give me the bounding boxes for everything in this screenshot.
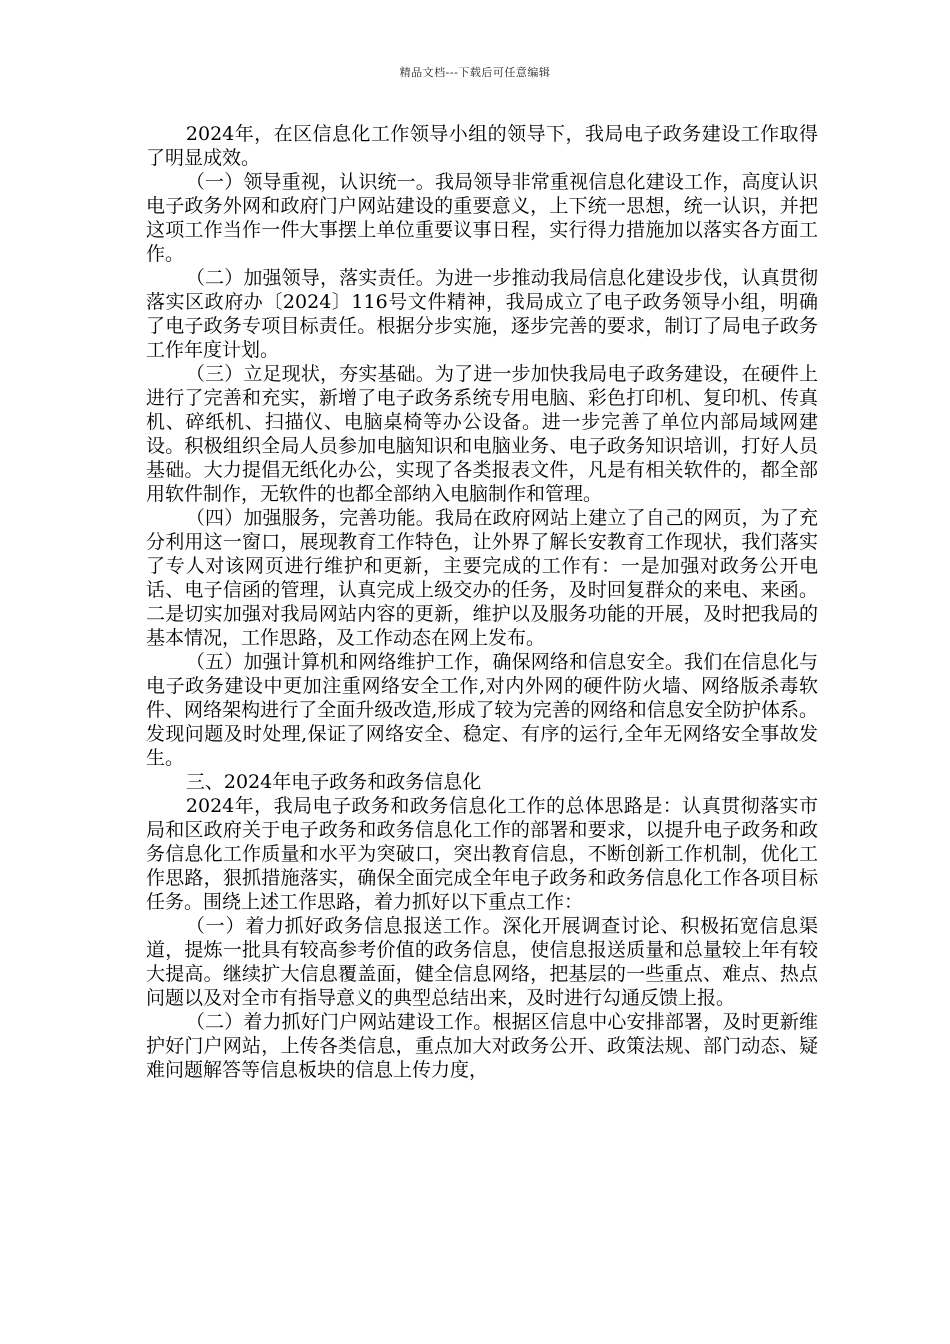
- paragraph-plan-intro: 2024年，我局电子政务和政务信息化工作的总体思路是：认真贯彻落实市局和区政府关于电子政务和政务信息化工作的部署和要求，以提升电子政务和政务信息化工作质量和水平为突破口，突出教育信息，不断创新工作机制，优化工作思路，狠抓措施落实，确保全面完成全年电子政务和政务信息化工作各项目标任务。围绕上述工作思路，着力抓好以下重点工作：: [146, 795, 818, 913]
- paragraph-plan-item-2: （二）着力抓好门户网站建设工作。根据区信息中心安排部署，及时更新维护好门户网站，上传各类信息，重点加大对政务公开、政策法规、部门动态、疑难问题解答等信息板块的信息上传力度，: [146, 1011, 818, 1081]
- section-heading: 三、2024年电子政务和政务信息化: [185, 771, 482, 793]
- paragraph-item-3: （三）立足现状，夯实基础。为了进一步加快我局电子政务建设，在硬件上进行了完善和充实，新增了电子政务系统专用电脑、彩色打印机、复印机、传真机、碎纸机、扫描仪、电脑桌椅等办公设备。进一步完善了单位内部局域网建设。积极组织全局人员参加电脑知识和电脑业务、电子政务知识培训，打好人员基础。大力提倡无纸化办公，实现了各类报表文件，凡是有相关软件的，都全部用软件制作，无软件的也都全部纳入电脑制作和管理。: [146, 363, 818, 505]
- paragraph-item-4: （四）加强服务，完善功能。我局在政府网站上建立了自己的网页，为了充分利用这一窗口，展现教育工作特色，让外界了解长安教育工作现状，我们落实了专人对该网页进行维护和更新，主要完成的工作有：一是加强对政务公开电话、电子信函的管理，认真完成上级交办的任务，及时回复群众的来电、来函。二是切实加强对我局网站内容的更新，维护以及服务功能的开展，及时把我局的基本情况，工作思路，及工作动态在网上发布。: [146, 507, 818, 649]
- document-body: [146, 122, 818, 1082]
- page-header: 精品文档---下载后可任意编辑: [399, 66, 551, 79]
- paragraph-intro: 2024年，在区信息化工作领导小组的领导下，我局电子政务建设工作取得了明显成效。: [146, 123, 818, 169]
- paragraph-item-5: （五）加强计算机和网络维护工作，确保网络和信息安全。我们在信息化与电子政务建设中更加注重网络安全工作,对内外网的硬件防火墙、网络版杀毒软件、网络架构进行了全面升级改造,形成了较为完善的网络和信息安全防护体系。发现问题及时处理,保证了网络安全、稳定、有序的运行,全年无网络安全事故发生。: [146, 651, 818, 769]
- paragraph-item-1: （一）领导重视，认识统一。我局领导非常重视信息化建设工作，高度认识电子政务外网和政府门户网站建设的重要意义，上下统一思想，统一认识，并把这项工作当作一件大事摆上单位重要议事日程，实行得力措施加以落实各方面工作。: [146, 171, 818, 265]
- paragraph-plan-item-1: （一）着力抓好政务信息报送工作。深化开展调查讨论、积极拓宽信息渠道，提炼一批具有较高参考价值的政务信息，使信息报送质量和总量较上年有较大提高。继续扩大信息覆盖面，健全信息网络，把基层的一些重点、难点、热点问题以及对全市有指导意义的典型总结出来，及时进行勾通反馈上报。: [146, 915, 818, 1009]
- paragraph-item-2: （二）加强领导，落实责任。为进一步推动我局信息化建设步伐，认真贯彻落实区政府办〔2024〕116号文件精神，我局成立了电子政务领导小组，明确了电子政务专项目标责任。根据分步实施，逐步完善的要求，制订了局电子政务工作年度计划。: [146, 267, 818, 361]
